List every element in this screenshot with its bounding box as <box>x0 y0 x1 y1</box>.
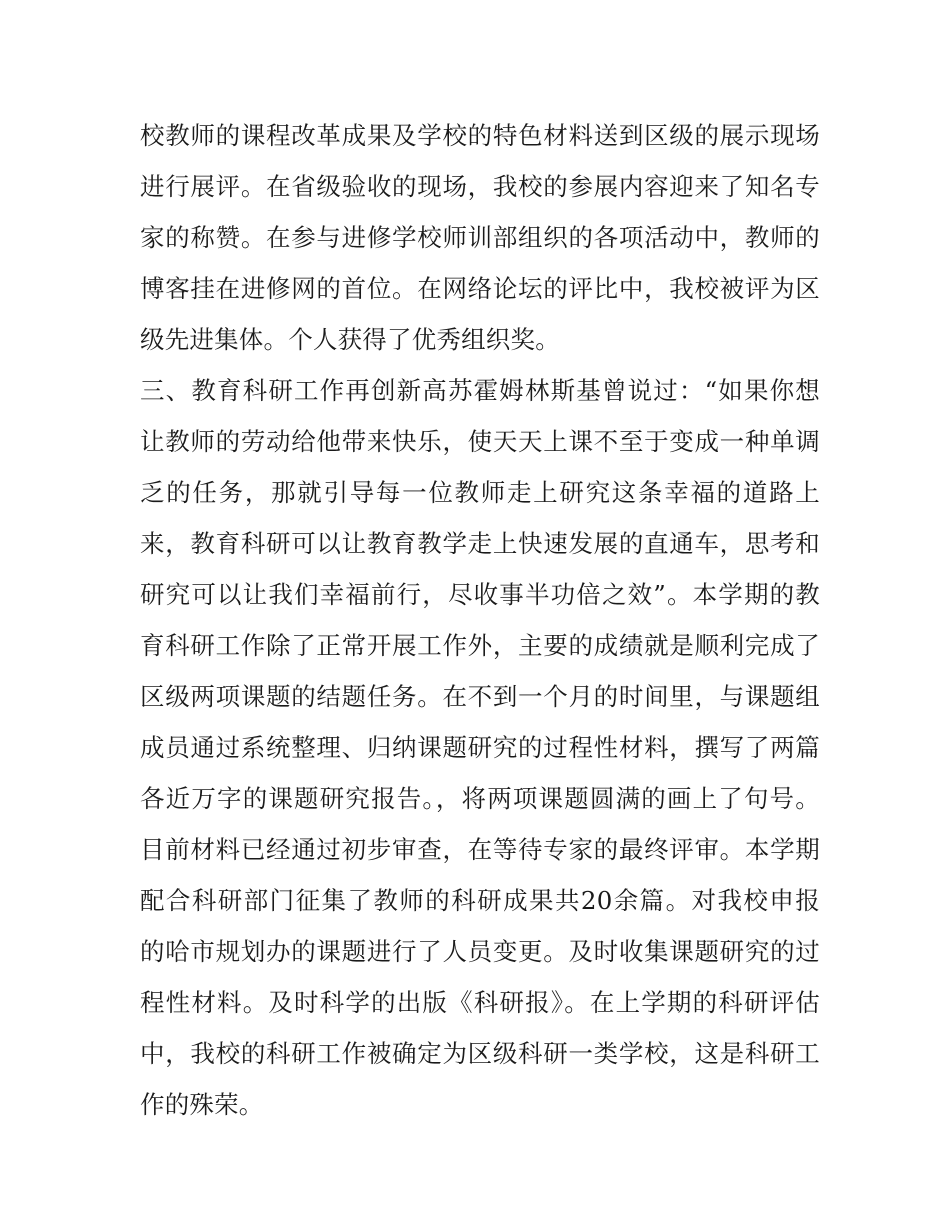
text-line: 各近万字的课题研究报告。，将两项课题圆满的画上了句号。 <box>140 784 820 813</box>
text-line: 校教师的课程改革成果及学校的特色材料送到区级的展示现场 <box>140 121 820 150</box>
text-line: 配合科研部门征集了教师的科研成果共20余篇。对我校申报 <box>140 886 820 915</box>
text-line: 来，教育科研可以让教育教学走上快速发展的直通车，思考和 <box>140 529 820 558</box>
text-line: 成员通过系统整理、归纳课题研究的过程性材料，撰写了两篇 <box>140 733 820 762</box>
text-line: 三、教育科研工作再创新高苏霍姆林斯基曾说过：“如果你想 <box>140 376 820 405</box>
text-line: 家的称赞。在参与进修学校师训部组织的各项活动中，教师的 <box>140 223 820 252</box>
text-line: 作的殊荣。 <box>140 1090 264 1119</box>
document-body <box>140 110 820 1130</box>
text-line: 研究可以让我们幸福前行，尽收事半功倍之效”。本学期的教 <box>140 580 820 609</box>
text-line: 进行展评。在省级验收的现场，我校的参展内容迎来了知名专 <box>140 172 820 201</box>
text-line: 博客挂在进修网的首位。在网络论坛的评比中，我校被评为区 <box>140 274 820 303</box>
text-line: 程性材料。及时科学的出版《科研报》。在上学期的科研评估 <box>140 988 820 1017</box>
text-line: 级先进集体。个人获得了优秀组织奖。 <box>140 325 560 354</box>
text-line: 区级两项课题的结题任务。在不到一个月的时间里，与课题组 <box>140 682 820 711</box>
text-line: 乏的任务，那就引导每一位教师走上研究这条幸福的道路上 <box>140 478 820 507</box>
text-line: 让教师的劳动给他带来快乐，使天天上课不至于变成一种单调 <box>140 427 820 456</box>
text-line: 的哈市规划办的课题进行了人员变更。及时收集课题研究的过 <box>140 937 820 966</box>
text-line: 目前材料已经通过初步审查，在等待专家的最终评审。本学期 <box>140 835 820 864</box>
text-line: 育科研工作除了正常开展工作外，主要的成绩就是顺利完成了 <box>140 631 820 660</box>
text-line: 中，我校的科研工作被确定为区级科研一类学校，这是科研工 <box>140 1039 820 1068</box>
